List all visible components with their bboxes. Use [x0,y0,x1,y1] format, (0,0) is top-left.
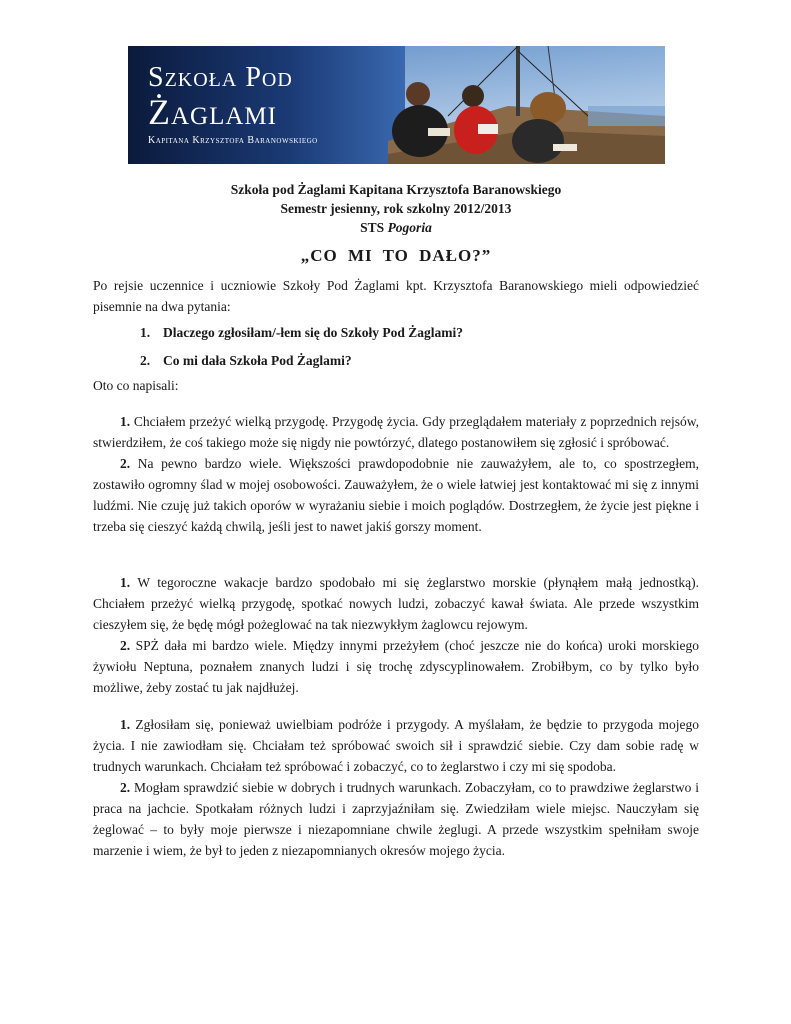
question-1: 1. Dlaczego zgłosiłam/-łem się do Szkoły Pod Żaglami? [140,325,463,340]
response-3-answer-2: 2. Mogłam sprawdzić siebie w dobrych i trudnych warunkach. Zobaczyłam, co to prawdziwe żeglarstwo i praca na jachcie. Spotkałam różnych ludzi i zaprzyjaźniłam się. Zwiedziłam wiele miejsc. Nauczyłam się żeglować – to były moje pierwsze i niezapomniane chwile żeglugi. A przede wszystkim spełniłam swoje marzenie i wiem, że był to jeden z niezapomnianych okresów mojego życia. [93,780,699,858]
intro-section [93,275,699,317]
question-2: 2. Co mi dała Szkoła Pod Żaglami? [140,353,352,368]
banner-photo [388,46,665,164]
lead-text: Oto co napisali: [93,378,179,393]
response-1-answer-1: 1. Chciałem przeżyć wielką przygodę. Przygodę życia. Gdy przeglądałem materiały z poprzednich rejsów, stwierdziłem, że coś takiego może się nigdy nie powtórzyć, dlatego postanowiłem się zgłosić i spróbować. [93,414,699,450]
response-2-answer-1: 1. W tegoroczne wakacje bardzo spodobało mi się żeglarstwo morskie (płynąłem małą jednostką). Chciałem przeżyć wielką przygodę, spotkać nowych ludzi, zobaczyć kawał świata. Ale przede wszystkim cieszyłem się, że będę mógł pożeglować na tak niezwykłym żaglowcu rejowym. [93,575,699,632]
banner-title-line2: Żaglami [148,92,277,132]
response-2-answer-2: 2. SPŻ dała mi bardzo wiele. Między innymi przeżyłem (choć jeszcze nie do końca) uroki morskiego żywiołu Neptuna, poznałem znanych ludzi i się trochę zdyscyplinowałem. Zrobiłbym, co by tylko było możliwe, żeby zostać tu jak najdłużej. [93,638,699,695]
response-3-answer-1: 1. Zgłosiłam się, ponieważ uwielbiam podróże i przygody. A myślałam, że będzie to przygoda mojego życia. I nie zawiodłam się. Chciałam też spróbować swoich sił i sprawdzić siebie. Czy dam sobie radę w trudnych warunkach. Chciałam też spróbować i zobaczyć, co to żeglarstwo i czy mi się spodoba. [93,717,700,774]
banner-logo [148,64,318,146]
response-2 [93,572,699,698]
questions-list [140,323,700,371]
page-title: „CO MI TO DAŁO?” [300,246,492,265]
ship-line [93,218,699,237]
ship-prefix: STS [360,220,388,235]
response-3 [93,714,699,861]
intro-paragraph: Po rejsie uczennice i uczniowie Szkoły Pod Żaglami kpt. Krzysztofa Baranowskiego mieli odpowiedzieć pisemnie na dwa pytania: [93,278,699,314]
semester-line: Semestr jesienny, rok szkolny 2012/2013 [280,201,512,216]
ship-name: Pogoria [387,220,432,235]
banner-title-line3: Kapitana Krzysztofa Baranowskiego [148,135,318,146]
response-1 [93,411,699,537]
document-header [93,180,699,237]
banner-title-line1: Szkoła Pod [148,62,293,93]
header-banner [128,46,665,164]
response-1-answer-2: 2. Na pewno bardzo wiele. Większości prawdopodobnie nie zauważyłem, ale to, co spostrzegłem, zostawiło ogromny ślad w mojej osobowości. Zauważyłem, że o wiele łatwiej jest kontaktować mi się z innymi ludźmi. Nie czuję już takich oporów w wyrażaniu siebie i moich poglądów. Dostrzegłem, że życie jest piękne i trzeba się cieszyć każdą chwilą, jeśli jest to nawet jakiś gorszy moment. [93,456,700,534]
school-name: Szkoła pod Żaglami Kapitana Krzysztofa Baranowskiego [230,182,562,197]
